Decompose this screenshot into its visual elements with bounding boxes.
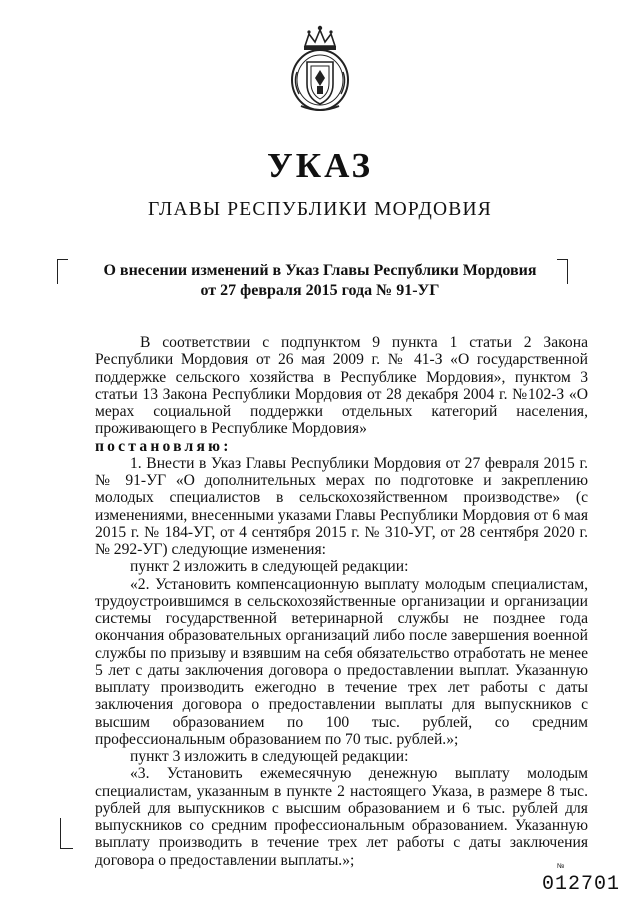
item-1-point-3-text: «3. Установить ежемесячную денежную выплату молодым специалистам, указанным в пункте 2 настоящего Указа, в размере 8 тыс. рублей для выпускников с высшим образованием и 6 тыс. рублей для выпускников со средним профессиональным образованием. Указанную выплату производить в течение трех лет работы с даты заключения договора о предоставлении выплаты.»; <box>95 765 588 869</box>
margin-corner-mark <box>60 818 73 849</box>
serial-number: 012701 <box>541 873 620 896</box>
item-1-point-2-intro: пункт 2 изложить в следующей редакции: <box>130 558 409 576</box>
decree-word: постановляю: <box>95 437 232 455</box>
decree-title <box>80 261 560 301</box>
item-1-paragraph: 1. Внести в Указ Главы Республики Мордовия от 27 февраля 2015 г. № 91-УГ «О дополнительных мерах по подготовке и закреплению молодых специалистов в сельскохозяйственном производстве» (с изменениями, внесенными указами Главы Республики Мордовия от 6 мая 2015 г. № 184-УГ, от 4 сентября 2015 г. № 310-УГ, от 28 сентября 2020 г. № 292-УГ) следующие изменения: <box>95 454 588 558</box>
preamble-paragraph: В соответствии с подпунктом 9 пункта 1 статьи 2 Закона Республики Мордовия от 26 мая 2009 г. № 41-З «О государственной поддержке сельского хозяйства в Республике Мордовия», пунктом 3 статьи 13 Закона Республики Мордовия от 28 декабря 2004 г. №102-З «О мерах социальной поддержки отдельных категорий населения, проживающего в Республике Мордовия» <box>95 334 588 438</box>
item-1-point-3-intro: пункт 3 изложить в следующей редакции: <box>130 748 409 765</box>
serial-prefix: № <box>557 863 565 870</box>
coat-of-arms-icon <box>287 22 353 116</box>
item-1-point-2-text: «2. Установить компенсационную выплату молодым специалистам, трудоустроившимся в сельскохозяйственные организации и организации системы государственной ветеринарной службы не позднее года окончания образовательных организаций либо после завершения военной службы по призыву и взявшим на себя обязательство отработать не менее 5 лет с даты заключения договора о предоставлении выплат. Указанную выплату производить ежегодно в течение трех лет работы с даты заключения договора о предоставлении выплаты для выпускников с высшим образованием по 100 тыс. рублей, со средним профессиональным образованием по 70 тыс. рублей.»; <box>95 575 588 748</box>
title-corner-mark-left <box>57 259 68 284</box>
decree-title-line-1: О внесении изменений в Указ Главы Республики Мордовия <box>103 262 537 279</box>
decree-body <box>95 334 588 869</box>
issuer-subtitle: ГЛАВЫ РЕСПУБЛИКИ МОРДОВИЯ <box>148 199 492 220</box>
document-type-title: УКАЗ <box>267 146 373 185</box>
decree-title-line-2: от 27 февраля 2015 года № 91-УГ <box>200 282 440 299</box>
